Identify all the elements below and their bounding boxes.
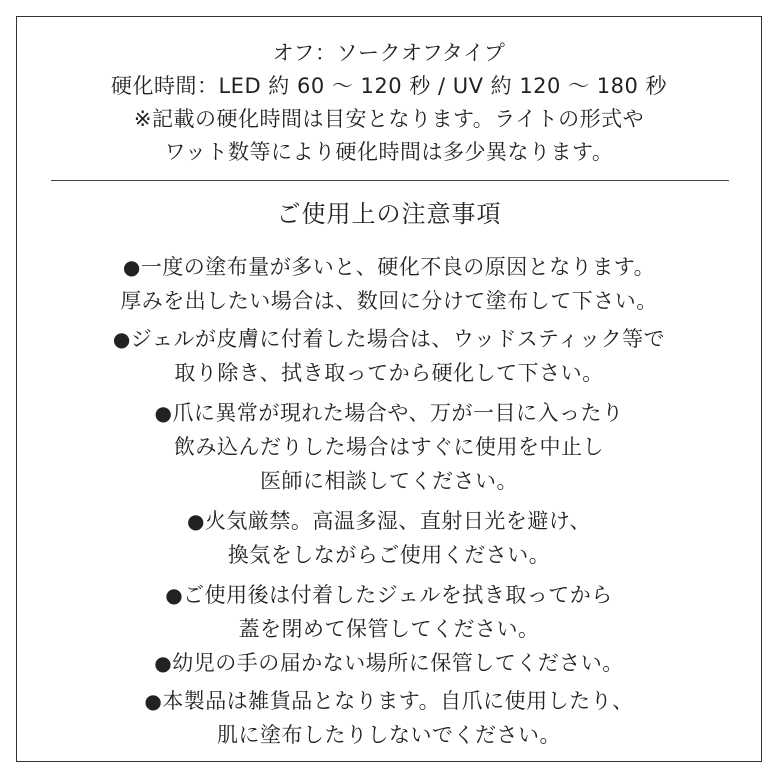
note-line: ●火気厳禁。高温多湿、直射日光を避け、 [186,509,592,533]
caution-note [17,578,761,646]
caution-note [17,322,761,390]
note-line: ●ご使用後は付着したジェルを拭き取ってから [165,583,613,607]
note-line: 厚みを出したい場合は、数回に分けて塗布して下さい。 [120,289,658,313]
note-line: 医師に相談してください。 [260,469,518,493]
bullet-icon: ● [122,255,141,279]
caution-heading: ご使用上の注意事項 [276,200,502,228]
removal-type-line: オフ：ソークオフタイプ [272,41,506,65]
curing-note-line: ワット数等により硬化時間は多少異なります。 [164,140,614,164]
note-line: 換気をしながらご使用ください。 [227,543,551,567]
note-line: ●幼児の手の届かない場所に保管してください。 [154,651,624,675]
section-divider [51,180,729,181]
note-line: ●一度の塗布量が多いと、硬化不良の原因となります。 [122,255,656,279]
note-line: 肌に塗布したりしないでください。 [217,723,561,747]
curing-note-line: ※記載の硬化時間は目安となります。ライトの形式や [133,107,645,131]
note-line: 飲み込んだりした場合はすぐに使用を中止し [174,435,604,459]
note-line: ●爪に異常が現れた場合や、万が一目に入ったり [154,401,624,425]
caution-note [17,684,761,752]
note-line: ●本製品は雑貨品となります。自爪に使用したり、 [144,689,634,713]
content-frame [16,16,762,762]
bullet-icon: ● [144,689,163,713]
caution-note [17,396,761,498]
bullet-icon: ● [154,401,173,425]
note-line: ●ジェルが皮膚に付着した場合は、ウッドスティック等で [112,327,666,351]
bullet-icon: ● [112,327,131,351]
curing-time-line: 硬化時間：LED 約 60 〜 120 秒 / UV 約 120 〜 180 秒 [110,74,668,98]
curing-info [17,37,761,169]
caution-note [17,504,761,572]
note-line: 蓋を閉めて保管してください。 [238,617,540,641]
bullet-icon: ● [154,651,173,675]
bullet-icon: ● [186,509,205,533]
caution-note [17,646,761,680]
note-line: 取り除き、拭き取ってから硬化して下さい。 [174,361,604,385]
caution-note [17,250,761,318]
bullet-icon: ● [165,583,184,607]
